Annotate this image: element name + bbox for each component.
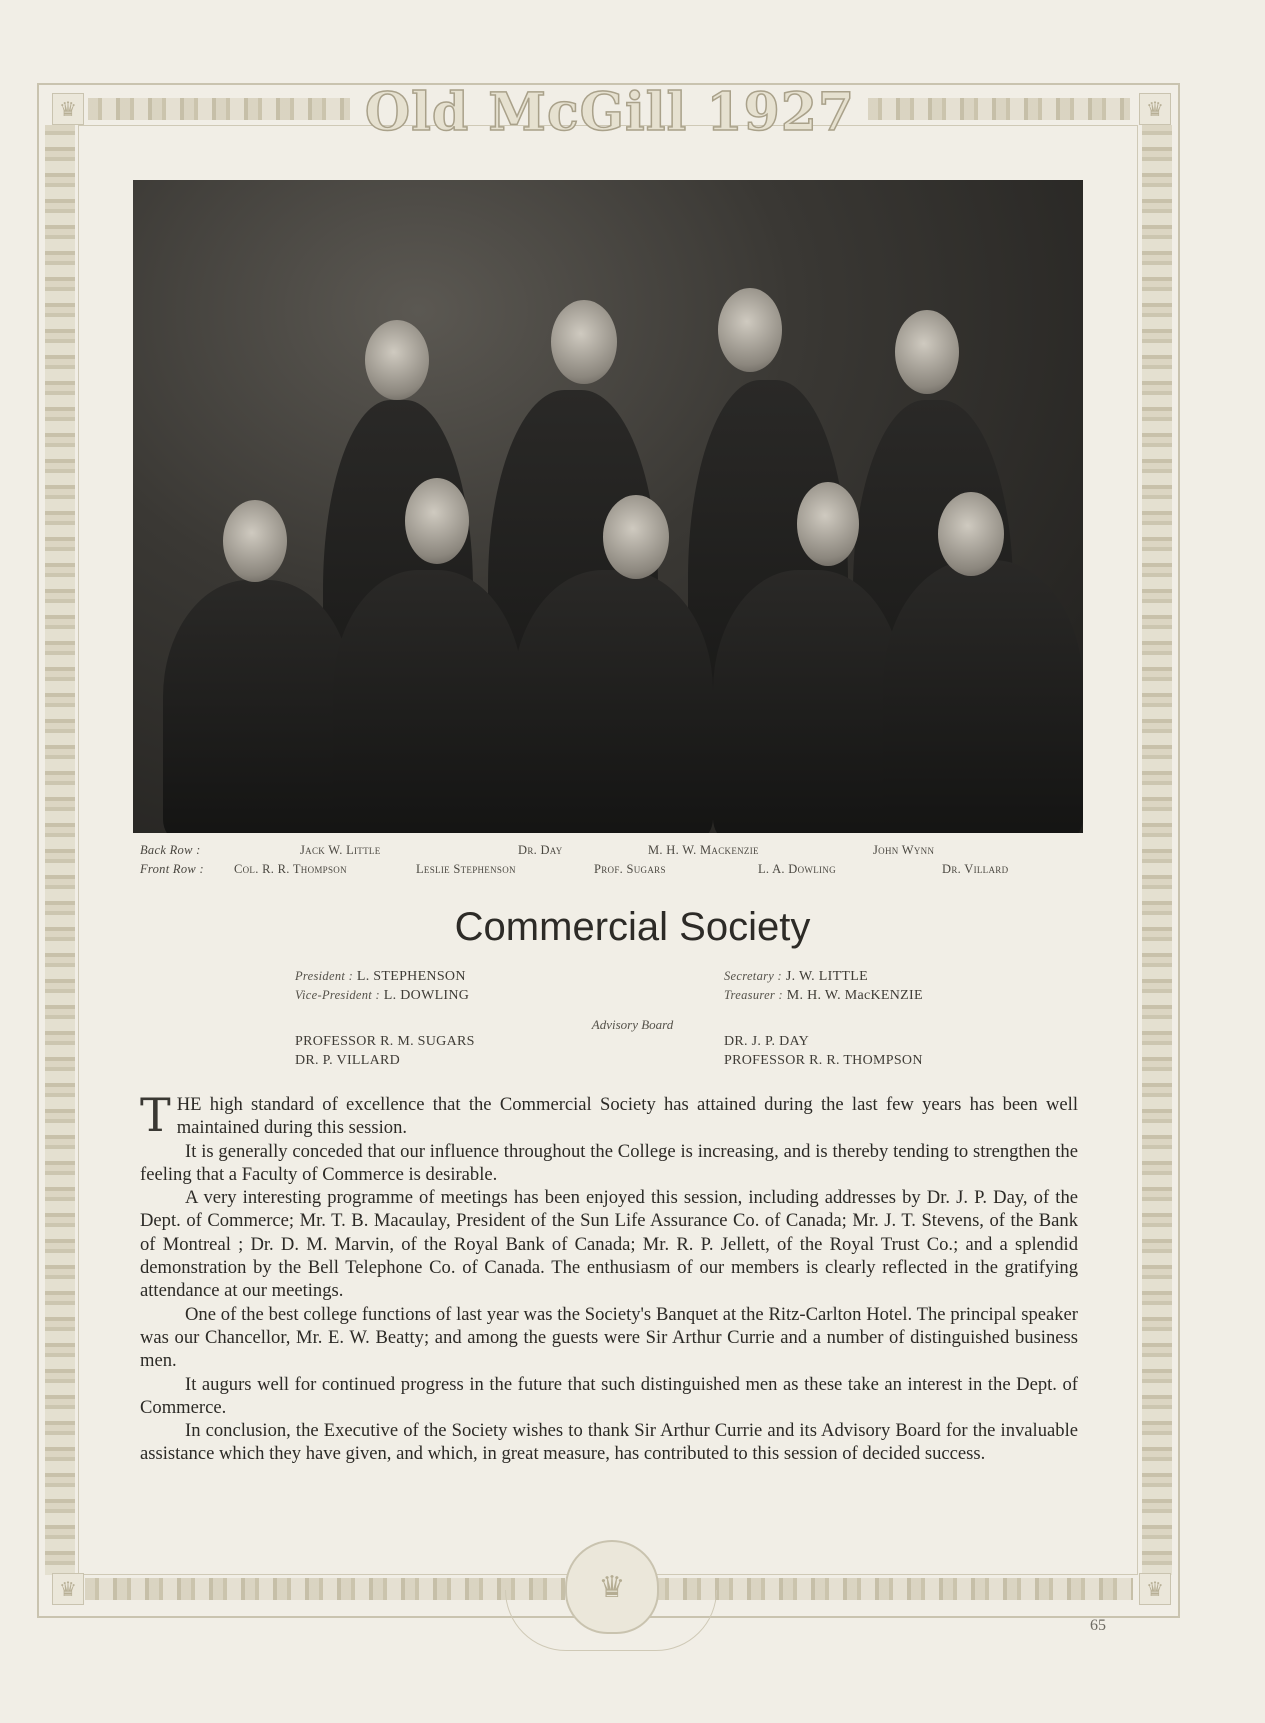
crown-icon: ♛ <box>1139 93 1171 125</box>
person-head <box>718 288 782 372</box>
president-line: President : L. STEPHENSON <box>295 969 466 984</box>
paragraph: In conclusion, the Executive of the Society wishes to thank Sir Arthur Currie and its Advisory Board for the invaluable assistance which they have given, and which, in great measure, has contributed to this session of decided success. <box>140 1420 1078 1465</box>
left-ornament-strip <box>45 125 75 1575</box>
top-right-ornament-band <box>868 98 1130 120</box>
vice-president-line: Vice-President : L. DOWLING <box>295 988 470 1003</box>
paragraph: A very interesting programme of meetings has been enjoyed this session, including addresses by Dr. J. P. Day, of the Dept. of Commerce; Mr. T. B. Macaulay, President of the Sun Life Assurance Co. of Canada; Mr. J. T. Stevens, of the Bank of Montreal ; Dr. D. M. Marvin, of the Royal Bank of Canada; Mr. R. P. Jellett, of the Royal Trust Co.; and a splendid demonstration by the Bell Telephone Co. of Canada. The enthusiasm of our members is clearly reflected in the gratifying attendance at our meetings. <box>140 1187 1078 1302</box>
crown-icon: ♛ <box>52 1573 84 1605</box>
page-title: Commercial Society <box>454 905 811 949</box>
masthead-title: Old McGill 1927 <box>364 82 856 143</box>
paragraph: THE high standard of excellence that the Commercial Society has attained during the last few years has been well maintained during this session. <box>140 1088 1078 1142</box>
person-figure <box>163 580 353 833</box>
caption-name: Prof. Sugars <box>594 862 666 876</box>
caption-name: Col. R. R. Thompson <box>234 862 347 876</box>
back-row-label: Back Row : <box>140 843 201 857</box>
advisory-member: DR. J. P. DAY <box>724 1034 810 1049</box>
bottom-left-ornament-band <box>85 1578 565 1600</box>
crown-icon: ♛ <box>1139 1573 1171 1605</box>
person-head <box>405 478 469 564</box>
page-number: 65 <box>1090 1617 1106 1634</box>
person-figure <box>713 570 903 833</box>
bottom-right-ornament-band <box>655 1578 1133 1600</box>
person-figure <box>883 560 1083 833</box>
person-head <box>551 300 617 384</box>
caption-name: Dr. Day <box>518 843 563 857</box>
front-row-label: Front Row : <box>140 862 204 876</box>
advisory-board-heading: Advisory Board <box>591 1017 674 1032</box>
person-head <box>223 500 287 582</box>
caption-name: Leslie Stephenson <box>416 862 516 876</box>
top-left-ornament-band <box>88 98 350 120</box>
person-figure <box>513 570 713 833</box>
caption-name: Jack W. Little <box>300 843 381 857</box>
caption-name: L. A. Dowling <box>758 862 836 876</box>
advisory-member: DR. P. VILLARD <box>295 1053 401 1068</box>
advisory-member: PROFESSOR R. R. THOMPSON <box>724 1053 923 1068</box>
group-photo <box>133 180 1083 833</box>
mcgill-shield-icon: ♛ <box>565 1540 659 1634</box>
paragraph: It is generally conceded that our influence throughout the College is increasing, and is thereby tending to strengthen the feeling that a Faculty of Commerce is desirable. <box>140 1140 1078 1185</box>
article-body <box>140 1088 1078 1466</box>
caption-name: John Wynn <box>873 843 935 857</box>
crown-icon: ♛ <box>52 93 84 125</box>
person-head <box>603 495 669 579</box>
advisory-member: PROFESSOR R. M. SUGARS <box>295 1034 475 1049</box>
paragraph: One of the best college functions of last year was the Society's Banquet at the Ritz-Carlton Hotel. The principal speaker was our Chancellor, Mr. E. W. Beatty; and among the guests were Sir Arthur Currie and a number of distinguished business men. <box>140 1303 1078 1372</box>
caption-name: Dr. Villard <box>942 862 1009 876</box>
paragraph: It augurs well for continued progress in the future that such distinguished men as these take an interest in the Dept. of Commerce. <box>140 1373 1078 1418</box>
person-head <box>938 492 1004 576</box>
caption-name: M. H. W. Mackenzie <box>648 843 759 857</box>
person-head <box>895 310 959 394</box>
drop-cap: T <box>140 1088 171 1142</box>
person-figure <box>333 570 523 833</box>
treasurer-line: Treasurer : M. H. W. MacKENZIE <box>724 988 923 1003</box>
right-ornament-strip <box>1142 125 1172 1575</box>
person-head <box>365 320 429 400</box>
person-head <box>797 482 859 566</box>
secretary-line: Secretary : J. W. LITTLE <box>724 969 868 984</box>
